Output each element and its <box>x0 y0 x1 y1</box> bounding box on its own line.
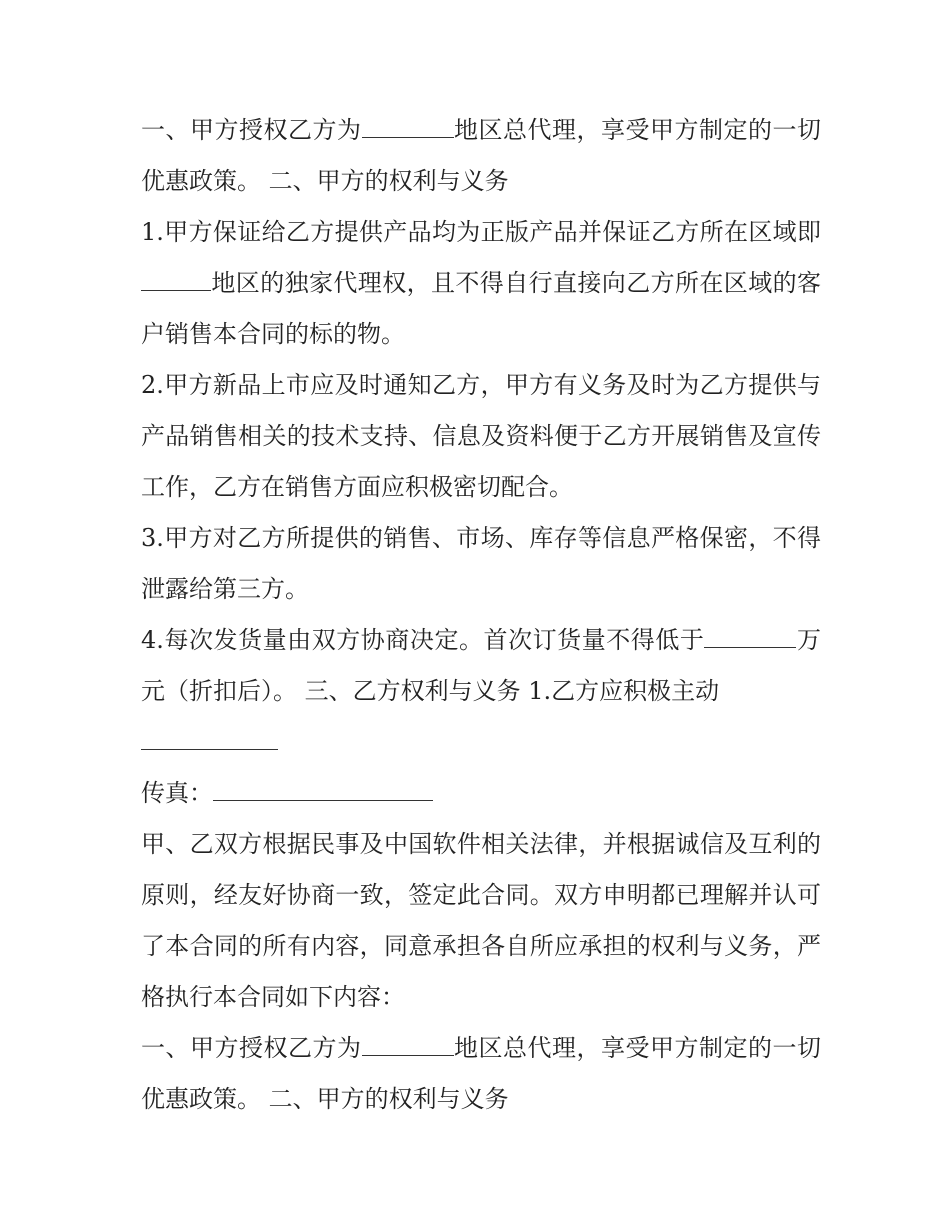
clause-1-text-after: 地区的独家代理权，且不得自行直接向乙方所在区域的客户销售本合同的标的物。 <box>141 269 821 348</box>
clause-4 <box>141 615 821 717</box>
authorization-repeat-text-before: 一、甲方授权乙方为 <box>141 1034 362 1062</box>
paragraph-authorization <box>141 105 821 207</box>
clause-3: 3.甲方对乙方所提供的销售、市场、库存等信息严格保密，不得泄露给第三方。 <box>141 524 821 603</box>
clause-2: 2.甲方新品上市应及时通知乙方，甲方有义务及时为乙方提供与产品销售相关的技术支持、信息及资料便于乙方开展销售及宣传工作，乙方在销售方面应积极密切配合。 <box>141 371 821 501</box>
contract-intro: 甲、乙双方根据民事及中国软件相关法律，并根据诚信及互利的原则，经友好协商一致，签定此合同。双方申明都已理解并认可了本合同的所有内容，同意承担各自所应承担的权利与义务，严格执行本合同如下内容： <box>141 830 821 1011</box>
authorization-text-after: 地区总代理，享受甲方制定的一切优惠政策。 二、甲方的权利与义务 <box>141 116 821 195</box>
clause-4-text-after: 万元（折扣后）。 三、乙方权利与义务 1.乙方应积极主动 <box>141 626 821 705</box>
fax-line <box>141 768 821 819</box>
clause-4-text-before: 4.每次发货量由双方协商决定。首次订货量不得低于 <box>141 626 705 654</box>
fax-blank <box>213 778 433 801</box>
region-blank <box>362 115 454 138</box>
clause-1-text-before: 1.甲方保证给乙方提供产品均为正版产品并保证乙方所在区域即 <box>141 218 821 246</box>
min-order-blank <box>704 625 796 648</box>
signature-blank-line <box>141 717 821 768</box>
authorization-repeat-text-after: 地区总代理，享受甲方制定的一切优惠政策。 二、甲方的权利与义务 <box>141 1034 821 1113</box>
clause-1 <box>141 207 821 360</box>
paragraph-authorization-repeat <box>141 1023 821 1125</box>
document-body <box>141 105 821 1125</box>
authorization-text-before: 一、甲方授权乙方为 <box>141 116 362 144</box>
region-blank-repeat <box>362 1033 454 1056</box>
fax-label: 传真： <box>141 779 213 807</box>
blank-line <box>141 727 278 750</box>
exclusive-region-blank <box>141 268 211 291</box>
